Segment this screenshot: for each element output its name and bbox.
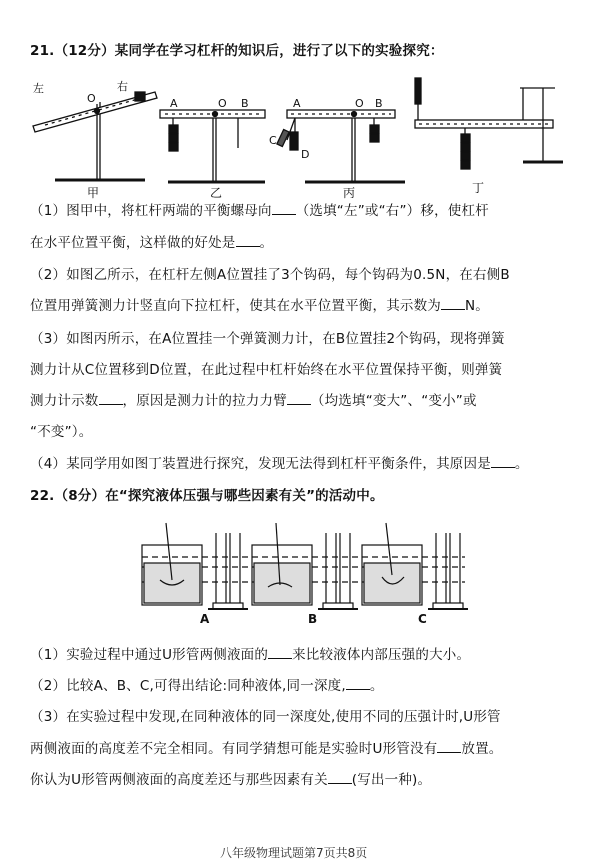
q21-p1b: （选填“左”或“右”）移，使杠杆 — [295, 203, 489, 219]
fig-label-o-jia: O — [87, 92, 96, 105]
q21-blank-6[interactable] — [491, 455, 515, 468]
q22-p5a: 你认为U形管两侧液面的高度差还与那些因素有关 — [30, 772, 328, 788]
pressure-figures — [130, 515, 475, 627]
fig-label-C: C — [418, 612, 427, 626]
lever-figures — [25, 70, 585, 200]
q22-blank-1[interactable] — [268, 646, 292, 659]
q21-p9b: 。 — [514, 456, 529, 472]
q21-blank-3[interactable] — [441, 297, 465, 310]
q22-p4a: 两侧液面的高度差不完全相同。有同学猜想可能是实验时U形管没有 — [30, 741, 438, 757]
q22-p1b: 来比较液体内部压强的大小。 — [292, 647, 471, 663]
q22-title: 22.（8分）在“探究液体压强与哪些因素有关”的活动中。 — [30, 488, 384, 504]
q22-line-2 — [30, 677, 384, 695]
fig-label-yi: 乙 — [210, 186, 223, 200]
q21-line-9 — [30, 455, 529, 473]
fig-label-c: C — [269, 134, 277, 147]
q22-line-3: （3）在实验过程中发现,在同种液体的同一深度处,使用不同的压强计时,U形管 — [30, 709, 501, 725]
fig-label-b-bing: B — [375, 97, 383, 110]
q21-p4a: 位置用弹簧测力计竖直向下拉杠杆，使其在水平位置平衡，其示数为 — [30, 298, 441, 314]
q21-p1a: （1）图甲中，将杠杆两端的平衡螺母向 — [30, 203, 272, 219]
q22-blank-3[interactable] — [437, 740, 461, 753]
q21-line-4 — [30, 297, 489, 315]
q21-p7a: 测力计示数 — [30, 393, 99, 409]
q22-line-5 — [30, 771, 431, 789]
q21-title: 21.（12分）某同学在学习杠杆的知识后，进行了以下的实验探究： — [30, 43, 444, 59]
q22-line-4 — [30, 740, 503, 758]
q22-blank-4[interactable] — [328, 771, 352, 784]
fig-label-d: D — [301, 148, 310, 161]
q21-line-1 — [30, 202, 489, 220]
page-footer: 八年级物理试题第7页共8页 — [220, 846, 368, 860]
q21-blank-4[interactable] — [99, 392, 123, 405]
fig-label-a-yi: A — [170, 97, 178, 110]
q21-line-2 — [30, 234, 273, 252]
fig-label-jia: 甲 — [87, 186, 100, 200]
q21-p4b: N。 — [465, 298, 489, 314]
fig-label-o-bing: O — [355, 97, 364, 110]
fig-label-ding: 丁 — [472, 181, 485, 195]
q22-p2b: 。 — [369, 678, 384, 694]
fig-label-B: B — [308, 612, 318, 626]
fig-label-left: 左 — [33, 82, 44, 95]
q21-line-6: 测力计从C位置移到D位置，在此过程中杠杆始终在水平位置保持平衡，则弹簧 — [30, 362, 503, 378]
q22-p4b: 放置。 — [461, 741, 503, 757]
fig-label-A: A — [200, 612, 210, 626]
q21-p7b: ，原因是测力计的拉力力臂 — [122, 393, 287, 409]
fig-label-right: 右 — [117, 80, 128, 93]
q21-p9a: （4）某同学用如图丁装置进行探究，发现无法得到杠杆平衡条件，其原因是 — [30, 456, 491, 472]
lever-figures-svg — [25, 70, 585, 200]
q21-line-7 — [30, 392, 477, 410]
q21-p2a: 在水平位置平衡，这样做的好处是 — [30, 235, 236, 251]
q22-blank-2[interactable] — [346, 677, 370, 690]
q22-p5b: (写出一种)。 — [351, 772, 432, 788]
q21-p2b: 。 — [259, 235, 274, 251]
q21-line-5: （3）如图丙所示，在A位置挂一个弹簧测力计，在B位置挂2个钩码，现将弹簧 — [30, 331, 505, 347]
q22-line-1 — [30, 646, 470, 664]
q22-p1a: （1）实验过程中通过U形管两侧液面的 — [30, 647, 269, 663]
fig-label-a-bing: A — [293, 97, 301, 110]
q21-p7c: （均选填“变大”、“变小”或 — [310, 393, 477, 409]
fig-label-bing: 丙 — [343, 186, 356, 200]
q21-line-8: “不变”）。 — [30, 424, 93, 440]
q21-blank-1[interactable] — [272, 202, 296, 215]
q22-p2a: （2）比较A、B、C,可得出结论:同种液体,同一深度, — [30, 678, 346, 694]
q21-line-3: （2）如图乙所示，在杠杆左侧A位置挂了3个钩码，每个钩码为0.5N，在右侧B — [30, 267, 510, 283]
pressure-figures-svg — [130, 515, 475, 627]
q21-blank-2[interactable] — [236, 234, 260, 247]
q21-blank-5[interactable] — [287, 392, 311, 405]
fig-label-b-yi: B — [241, 97, 249, 110]
fig-label-o-yi: O — [218, 97, 227, 110]
